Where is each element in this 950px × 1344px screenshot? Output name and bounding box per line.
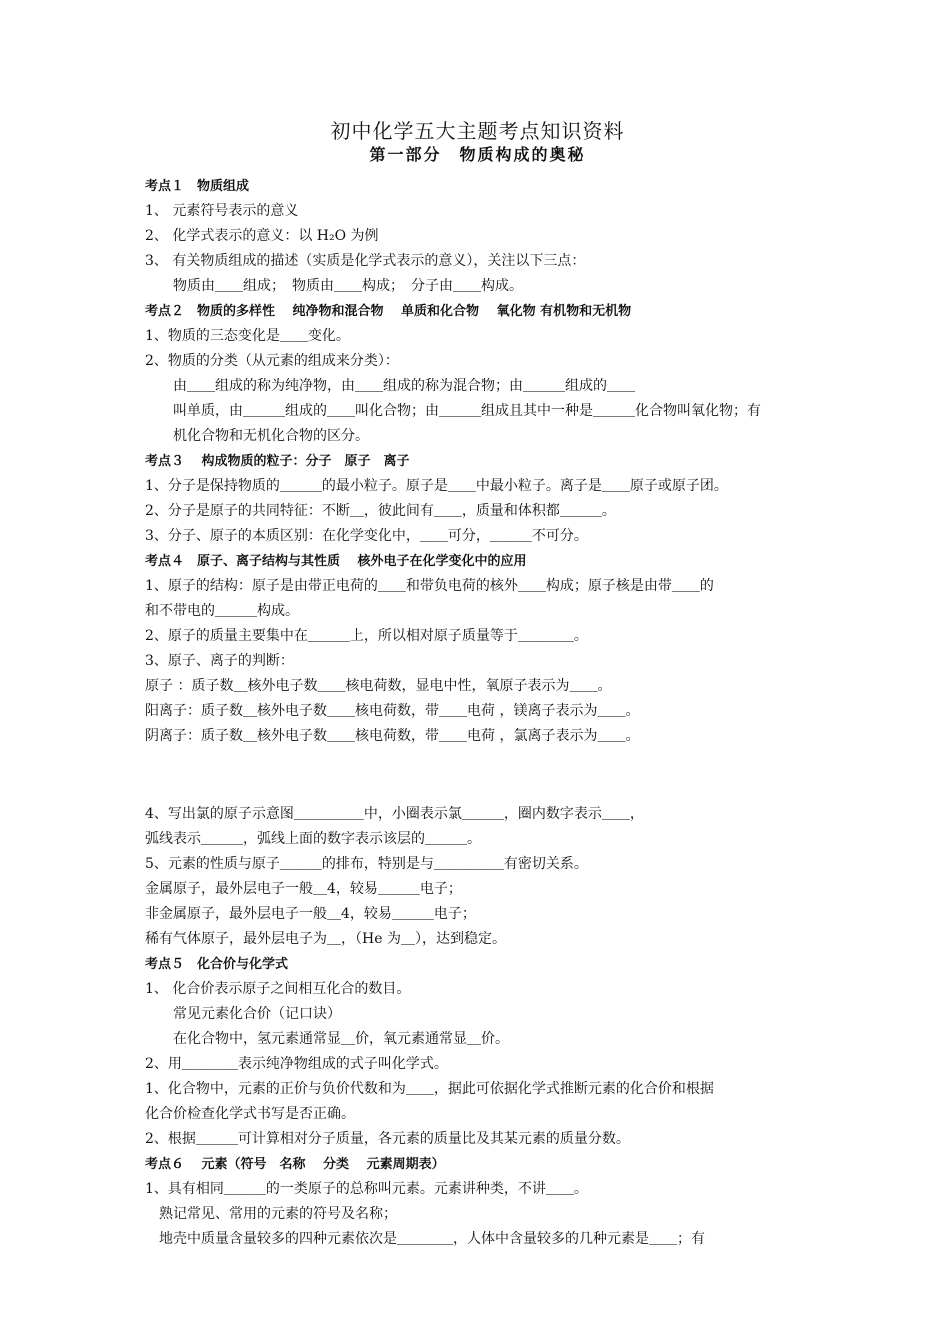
document-page: [145, 118, 810, 1252]
section-heading: 考点５ 化合价与化学式: [145, 957, 289, 972]
text-line: 5、元素的性质与原子＿＿＿的排布，特别是与＿＿＿＿＿有密切关系。: [145, 856, 588, 872]
text-line: 2、原子的质量主要集中在＿＿＿上，所以相对原子质量等于＿＿＿＿。: [145, 628, 588, 644]
text-line: 1、 元素符号表示的意义: [145, 203, 299, 219]
document-title: 初中化学五大主题考点知识资料: [330, 119, 625, 143]
section-heading: 考点４ 原子、离子结构与其性质 核外电子在化学变化中的应用: [145, 554, 527, 569]
text-line: 化合价检查化学式书写是否正确。: [145, 1106, 355, 1122]
text-line: 叫单质，由＿＿＿组成的＿＿叫化合物；由＿＿＿组成且其中一种是＿＿＿化合物叫氧化物；有: [173, 403, 761, 419]
text-line: 阳离子：质子数＿核外电子数＿＿核电荷数，带＿＿电荷 ，镁离子表示为＿＿。: [145, 703, 640, 719]
text-line: 阴离子：质子数＿核外电子数＿＿核电荷数，带＿＿电荷 ，氯离子表示为＿＿。: [145, 728, 640, 744]
text-line: 1、化合物中，元素的正价与负价代数和为＿＿，据此可依据化学式推断元素的化合价和根据: [145, 1081, 714, 1097]
text-line: 2、用＿＿＿＿表示纯净物组成的式子叫化学式。: [145, 1056, 448, 1072]
document-subtitle: 第一部分 物质构成的奥秘: [369, 145, 586, 164]
text-line: 2、分子是原子的共同特征：不断＿，彼此间有＿＿，质量和体积都＿＿＿。: [145, 503, 616, 519]
text-line: 原子 ：质子数＿核外电子数＿＿核电荷数，显电中性，氧原子表示为＿＿。: [145, 678, 612, 694]
text-line: 金属原子，最外层电子一般＿4，较易＿＿＿电子；: [145, 881, 462, 897]
text-line: 1、物质的三态变化是＿＿变化。: [145, 328, 350, 344]
text-line: 熟记常见、常用的元素的符号及名称；: [159, 1206, 397, 1222]
text-line: 机化合物和无机化合物的区分。: [173, 428, 369, 444]
text-line: 1、原子的结构：原子是由带正电荷的＿＿和带负电荷的核外＿＿构成；原子核是由带＿＿的: [145, 578, 714, 594]
text-line: 1、分子是保持物质的＿＿＿的最小粒子。原子是＿＿中最小粒子。离子是＿＿原子或原子团。: [145, 478, 728, 494]
blank-line: [145, 763, 810, 788]
document-body: [145, 174, 810, 1252]
text-line: 4、写出氯的原子示意图＿＿＿＿＿中，小圈表示氯＿＿＿，圈内数字表示＿＿，: [145, 806, 644, 822]
text-line: 2、物质的分类（从元素的组成来分类）：: [145, 353, 399, 369]
text-line: 2、根据＿＿＿可计算相对分子质量，各元素的质量比及其某元素的质量分数。: [145, 1131, 630, 1147]
text-line: 3、原子、离子的判断：: [145, 653, 294, 669]
text-line: 1、具有相同＿＿＿的一类原子的总称叫元素。元素讲种类，不讲＿＿。: [145, 1181, 588, 1197]
section-heading: 考点３ 构成物质的粒子：分子 原子 离子: [145, 454, 410, 469]
text-line: 物质由＿＿组成； 物质由＿＿构成； 分子由＿＿构成。: [173, 278, 523, 294]
section-heading: 考点１ 物质组成: [145, 179, 250, 194]
text-line: 非金属原子，最外层电子一般＿4，较易＿＿＿电子；: [145, 906, 476, 922]
text-line: 1、 化合价表示原子之间相互化合的数目。: [145, 981, 411, 997]
text-line: 常见元素化合价（记口诀）: [173, 1006, 341, 1022]
text-line: 在化合物中，氢元素通常显＿价，氧元素通常显＿价。: [173, 1031, 509, 1047]
section-heading: 考点６ 元素（符号 名称 分类 元素周期表）: [145, 1157, 445, 1172]
text-line: 弧线表示＿＿＿，弧线上面的数字表示该层的＿＿＿。: [145, 831, 481, 847]
text-line: 3、 有关物质组成的描述（实质是化学式表示的意义），关注以下三点：: [145, 253, 586, 269]
text-line: 由＿＿组成的称为纯净物，由＿＿组成的称为混合物；由＿＿＿组成的＿＿: [173, 378, 635, 394]
text-line: 稀有气体原子，最外层电子为＿，（He 为＿），达到稳定。: [145, 931, 506, 947]
text-line: 3、分子、原子的本质区别：在化学变化中，＿＿可分，＿＿＿不可分。: [145, 528, 588, 544]
text-line: 2、 化学式表示的意义：以 H₂O 为例: [145, 228, 379, 244]
section-heading: 考点２ 物质的多样性 纯净物和混合物 单质和化合物 氧化物 有机物和无机物: [145, 304, 632, 319]
text-line: 地壳中质量含量较多的四种元素依次是＿＿＿＿，人体中含量较多的几种元素是＿＿；有: [159, 1231, 705, 1247]
text-line: 和不带电的＿＿＿构成。: [145, 603, 299, 619]
